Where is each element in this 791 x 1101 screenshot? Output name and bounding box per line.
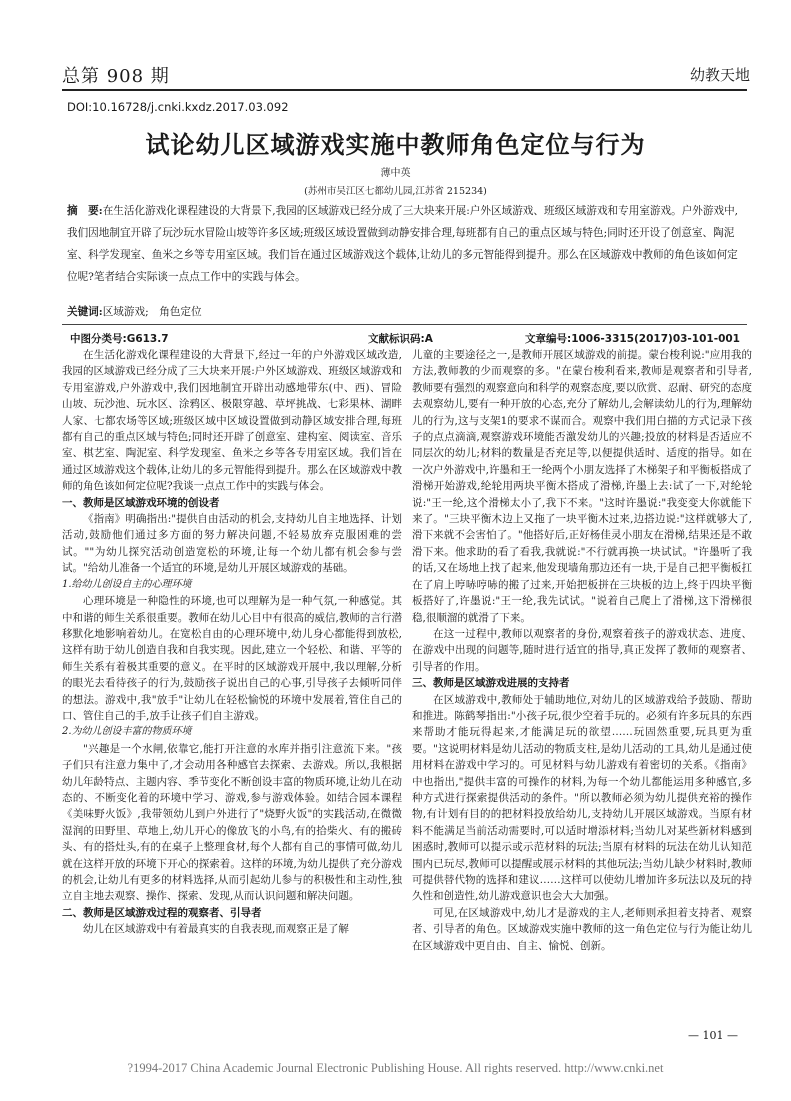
paragraph: 儿童的主要途径之一,是教师开展区域游戏的前提。蒙台梭利说:"应用我的方法,教师教的少而观察的多。"在蒙台梭利看来,教师是观察者和引导者,教师要有强烈的观察意向和科学的观察态度,要以欣赏、忍耐、研究的态度去观察幼儿,要有一种开放的心态,充分了解幼儿,会解读幼儿的行为,理解幼儿的行为,这与支架1的要求不谋而合。观察中我们用白描的方式记录下孩子的点点滴滴,观察游戏环境能否激发幼儿的兴趣;投放的材料是否适应不同层次的幼儿;材料的数量是否充足等,以便提供适时、适度的指导。如在一次户外游戏中,许墨和王一纶两个小朋友选择了木梯架子和平衡板搭成了滑梯开始游戏,纶轮用两块平衡木搭成了滑梯,许墨上去:试了一下,对纶轮说:"王一纶,这个滑梯太小了,我下不来。"这时许墨说:"我变变大你就能下来了。"三块平衡木边上又拖了一块平衡木过来,边搭边说:"这样就够大了,滑下来就不会害怕了。"他搭好后,正好杨佳灵小朋友在滑梯,结果还是不敢滑下来。他求助的看了看我,我就说:"不行就再换一块试试。"许墨听了我的话,又在场地上找了起来,他发现墙角那边还有一块,于是自己把平衡板扛在了肩上哼哧哼哧的搬了过来,开始把板拼在三块板的边上,终于四块平衡板搭好了,许墨说:"王一纶,我先试试。"说着自己爬上了滑梯,这下滑梯很稳,很顺溜的就滑了下来。 bbox=[412, 349, 752, 624]
paragraph: "兴趣是一个水闸,依靠它,能打开注意的水库并指引注意流下来。"孩子们只有注意力集中了,才会动用各种感官去探索、去游戏。所以,我根据幼儿年龄特点、主题内容、季节变化不断创设丰富的物质环境,让幼儿在动态的、不断变化着的环境中学习、游戏,参与游戏体验。如结合园本课程《美味野火饭》,我带领幼儿到户外进行了"烧野火饭"的实践活动,在微微湿润的田野里、草地上,幼儿开心的像放飞的小鸟,有的拾柴火、有的搬砖头、有的搭灶头,有的在桌子上整理食材,每个人都有自己的事情可做,幼儿就在这样开放的环境下开心的探索着。这样的环境,为幼儿提供了充分游戏的机会,让幼儿有更多的材料选择,从而引起幼儿参与的积极性和主动性,独立自主地去观察、操作、探索、发现,从而认识问题和解决问题。 bbox=[62, 742, 402, 903]
meta-rule bbox=[62, 324, 747, 325]
clc-number: 中图分类号:G613.7 bbox=[70, 333, 169, 345]
section-heading-1: 一、教师是区域游戏环境的创设者 bbox=[62, 496, 220, 509]
section-heading-2: 二、教师是区域游戏过程的观察者、引导者 bbox=[62, 906, 262, 919]
copyright-footer: ?1994-2017 China Academic Journal Electronic Publishing House. All rights reserved. http://www.cnki.net bbox=[127, 1061, 664, 1075]
page-number: — 101 — bbox=[688, 1029, 738, 1042]
paragraph: 在区域游戏中,教师处于辅助地位,对幼儿的区域游戏给予鼓励、帮助和推进。陈鹤琴指出:"小孩子玩,很少空着手玩的。必须有许多玩具的东西来帮助才能玩得起来,才能满足玩的欲望……玩固然重要,玩具更为重要。"这说明材料是幼儿活动的物质支柱,是幼儿活动的工具,幼儿是通过使用材料在游戏中学习的。可见材料与幼儿游戏有着密切的关系。《指南》中也指出,"提供丰富的可操作的材料,为每一个幼儿都能运用多种感官,多种方式进行探索提供活动的条件。"所以教师必须为幼儿提供充裕的操作物,有计划有目的的把材料投放给幼儿,支持幼儿开展区域游戏。当原有材料不能满足当前活动需要时,可以适时增添材料;当幼儿对某些新材料感到困惑时,教师可以提示或示范材料的玩法;当原有材料的玩法在幼儿认知范围内已玩尽,教师可以提醒或展示材料的其他玩法;当幼儿缺少材料时,教师可提供替代物的选择和建议……这样可以使幼儿增加许多玩法以及玩的持久性和创造性,幼儿游戏意识也会大大加强。 bbox=[412, 693, 752, 903]
paragraph: 在生活化游戏化课程建设的大背景下,经过一年的户外游戏区域改造,我园的区域游戏已经分成了三大块来开展:户外区域游戏、班级区域游戏和专用室游戏,户外游戏中,我们因地制宜开辟出动感地带东(中、西)、冒险山坡、玩沙池、玩水区、涂鸦区、极限穿越、草坪挑战、七彩果林、湖畔人家、七都农场等区域;班级区域中区域设置做到动静区域安排合理,每班都有自己的重点区域与特色;同时还开辟了创意室、建构室、阅读室、音乐室、棋艺室、陶泥室、科学发现室、鱼米之乡等各专用室区域。我们旨在通过区域游戏这个载体,让幼儿的多元智能得到提升。那么在区域游戏中教师的角色该如何定位呢?我谈一点点工作中的实践与体会。 bbox=[62, 349, 402, 493]
subsection-heading-1-1: 1.给幼儿创设自主的心理环境 bbox=[62, 578, 192, 590]
paragraph: 《指南》明确指出:"提供自由活动的机会,支持幼儿自主地选择、计划活动,鼓励他们通过多方面的努力解决问题,不轻易放弃克服困难的尝试。""为幼儿探究活动创造宽松的环境,让每一个幼儿都有机会参与尝试。"给幼儿准备一个适宜的环境,是幼儿开展区域游戏的基础。 bbox=[62, 513, 402, 575]
paragraph: 心理环境是一种隐性的环境,也可以理解为是一种气氛,一种感觉。其中和谐的师生关系很重要。教师在幼儿心目中有很高的威信,教师的言行潜移默化地影响着幼儿。在宽松自由的心理环境中,幼儿身心都能得到放松,这样有助于幼儿创造自我和自我实现。因此,建立一个轻松、和谐、平等的师生关系有着极其重要的意义。在平时的区域游戏开展中,我以理解,分析的眼光去看待孩子的行为,鼓励孩子说出自己的心事,引导孩子去倾听同伴的想法。游戏中,我"放手"让幼儿在轻松愉悦的环境中发展着,管住自己的口、管住自己的手,放手让孩子们自主游戏。 bbox=[62, 595, 402, 722]
document-code: 文献标识码:A bbox=[368, 333, 433, 345]
paragraph: 幼儿在区域游戏中有着最真实的自我表现,而观察正是了解 bbox=[83, 923, 349, 936]
right-column bbox=[412, 347, 752, 954]
keywords bbox=[67, 304, 202, 319]
doi: DOI:10.16728/j.cnki.kxdz.2017.03.092 bbox=[67, 100, 289, 114]
affiliation: (苏州市吴江区七都幼儿园,江苏省 215234) bbox=[304, 186, 487, 197]
abstract-text: 在生活化游戏化课程建设的大背景下,我园的区域游戏已经分成了三大块来开展:户外区域游戏、班级区域游戏和专用室游戏。户外游戏中,我们因地制宜开辟了玩沙玩水冒险山坡等许多区域;班级区域设置做到动静安排合理,每班都有自己的重点区域与特色;同时还开设了创意室、陶泥室、科学发现室、鱼米之乡等专用室区域。我们旨在通过区域游戏这个载体,让幼儿的多元智能得到提升。那么在区域游戏中教师的角色该如何定位呢?笔者结合实际谈一点点工作中的实践与体会。 bbox=[67, 205, 739, 283]
header-rule bbox=[62, 89, 747, 91]
left-column bbox=[62, 347, 402, 938]
keywords-text: 区域游戏; 角色定位 bbox=[102, 306, 202, 318]
author: 薄中英 bbox=[380, 168, 411, 179]
article-number: 文章编号:1006-3315(2017)03-101-001 bbox=[525, 333, 740, 345]
paragraph: 在这一过程中,教师以观察者的身份,观察着孩子的游戏状态、进度、在游戏中出现的问题等,随时进行适宜的指导,真正发挥了教师的观察者、引导者的作用。 bbox=[412, 627, 752, 673]
issue-number: 总第 908 期 bbox=[62, 66, 170, 87]
article-title: 试论幼儿区域游戏实施中教师角色定位与行为 bbox=[145, 131, 646, 159]
abstract bbox=[67, 200, 745, 288]
journal-section: 幼教天地 bbox=[690, 66, 751, 84]
section-heading-3: 三、教师是区域游戏进展的支持者 bbox=[412, 677, 570, 690]
subsection-heading-1-2: 2.为幼儿创设丰富的物质环境 bbox=[62, 726, 192, 738]
keywords-label: 关键词: bbox=[67, 306, 103, 318]
abstract-label: 摘 要: bbox=[67, 205, 103, 217]
paragraph: 可见,在区域游戏中,幼儿才是游戏的主人,老师则承担着支持者、观察者、引导者的角色。区域游戏实施中教师的这一角色定位与行为能让幼儿在区域游戏中更自由、自主、愉悦、创新。 bbox=[412, 906, 752, 952]
